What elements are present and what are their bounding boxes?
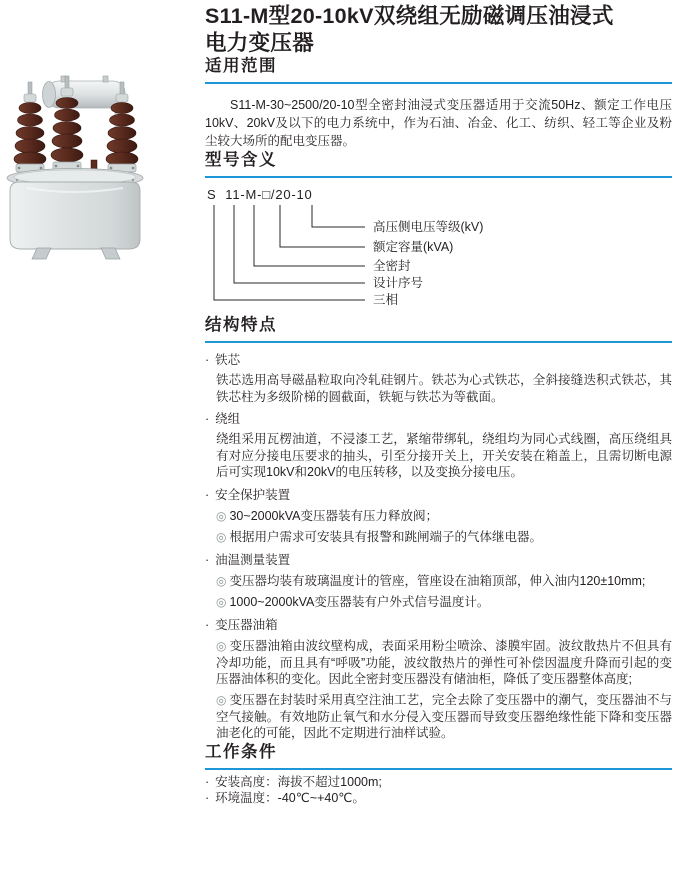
section-heading-scope: 适用范围 <box>205 56 672 84</box>
feature-note-text: 30~2000kVA变压器装有压力释放阀； <box>229 509 438 523</box>
feature-title-oil-temperature <box>205 552 672 569</box>
dot-bullet-icon: · <box>205 617 210 632</box>
condition-ambient-temperature <box>205 791 672 807</box>
feature-paragraph-winding: 绕组采用瓦楞油道，不浸漆工艺，紧缩带绑轧，绕组均为同心式线圈，高压绕组具有对应分接电压要求的抽头，引至分接开关上，开关安装在箱盖上，且需切断电源后可实现10kV和20kV的电压转移，以及变换分接电压。 <box>216 432 672 479</box>
page-title-line1: S11-M型20-10kV双绕组无励磁调压油浸式 <box>205 4 614 28</box>
dot-bullet-icon: · <box>205 353 210 367</box>
model-label-fully-sealed: 全密封 <box>373 259 411 273</box>
feature-title-safety-device <box>205 487 672 504</box>
feature-note <box>216 594 672 611</box>
condition-text: 安装高度：海拔不超过1000m; <box>215 774 382 789</box>
transformer-photo <box>3 70 148 260</box>
feature-note-text: 变压器在封装时采用真空注油工艺，完全去除了变压器中的潮气，变压器油不与空气接触。有效地防止氧气和水分侵入变压器而导致变压器绝缘性能下降和变压器油老化的可能，因此不定期进行油样试验。 <box>216 693 672 740</box>
dot-bullet-icon: · <box>205 412 210 426</box>
page-title <box>205 3 672 56</box>
feature-title-oil-tank <box>205 617 672 634</box>
feature-note <box>216 508 672 525</box>
circle-bullet-icon: ◎ <box>216 639 227 653</box>
tank-body <box>10 182 140 249</box>
model-label-rated-capacity: 额定容量(kVA) <box>373 240 454 254</box>
section-heading-structure: 结构特点 <box>205 315 672 343</box>
feature-note-text: 根据用户需求可安装具有报警和跳闸端子的气体继电器。 <box>229 530 542 544</box>
feature-note <box>216 692 672 742</box>
transformer-illustration <box>3 70 148 260</box>
feature-note <box>216 638 672 688</box>
model-code-diagram <box>205 187 672 315</box>
feature-title-text: 油温测量装置 <box>215 552 291 567</box>
model-label-design-serial: 设计序号 <box>373 276 424 290</box>
circle-bullet-icon: ◎ <box>216 574 227 588</box>
feature-title-text: 铁芯 <box>215 353 241 367</box>
feature-note-text: 变压器油箱由波纹壁构成，表面采用粉尘喷涂、漆膜牢固。波纹散热片不但具有冷却功能，而且具有“呼吸”功能，波纹散热片的弹性可补偿因温度升降而引起的变压器油体积的变化。因此全密封变压器没有储油柜，降低了变压器整体高度; <box>216 639 672 686</box>
dot-bullet-icon: · <box>205 552 210 567</box>
structure-feature-list <box>205 352 672 742</box>
dot-bullet-icon: · <box>205 791 210 805</box>
circle-bullet-icon: ◎ <box>216 530 227 544</box>
page-title-line2: 电力变压器 <box>205 30 315 55</box>
feature-title-core <box>205 352 672 369</box>
circle-bullet-icon: ◎ <box>216 509 227 523</box>
feature-note <box>216 573 672 590</box>
feature-title-text: 安全保护装置 <box>215 487 291 502</box>
dot-bullet-icon: · <box>205 774 210 789</box>
feature-paragraph-core: 铁芯选用高导磁晶粒取向冷轧硅钢片。铁芯为心式铁芯，全斜接缝迭积式铁芯，其铁芯柱为多级阶梯的圆截面，铁轭与铁芯为等截面。 <box>216 373 672 404</box>
scope-paragraph: S11-M-30~2500/20-10型全密封油浸式变压器适用于交流50Hz、额定工作电压10kV、20kV及以下的电力系统中，作为石油、冶金、化工、纺织、轻工等企业及粉尘较大场所的配电变压器。 <box>205 98 672 148</box>
section-heading-model-meaning: 型号含义 <box>205 150 672 178</box>
circle-bullet-icon: ◎ <box>216 693 227 707</box>
feature-title-text: 绕组 <box>215 412 241 426</box>
model-label-three-phase: 三相 <box>373 293 399 307</box>
feature-title-winding <box>205 411 672 428</box>
feature-note-text: 1000~2000kVA变压器装有户外式信号温度计。 <box>229 595 490 609</box>
model-code: S 11-M-□/20-10 <box>207 187 313 202</box>
condition-text: 环境温度：-40℃~+40℃。 <box>215 791 365 805</box>
condition-installation-altitude <box>205 775 672 791</box>
document-body <box>205 0 672 807</box>
circle-bullet-icon: ◎ <box>216 595 227 609</box>
feature-note-text: 变压器均装有玻璃温度计的管座，管座设在油箱顶部，伸入油内120±10mm; <box>229 574 646 588</box>
section-heading-working-conditions: 工作条件 <box>205 742 672 770</box>
working-conditions-list <box>205 775 672 807</box>
feature-title-text: 变压器油箱 <box>215 617 278 632</box>
feature-note <box>216 529 672 546</box>
dot-bullet-icon: · <box>205 487 210 502</box>
model-label-hv-voltage-class: 高压侧电压等级(kV) <box>373 220 484 234</box>
